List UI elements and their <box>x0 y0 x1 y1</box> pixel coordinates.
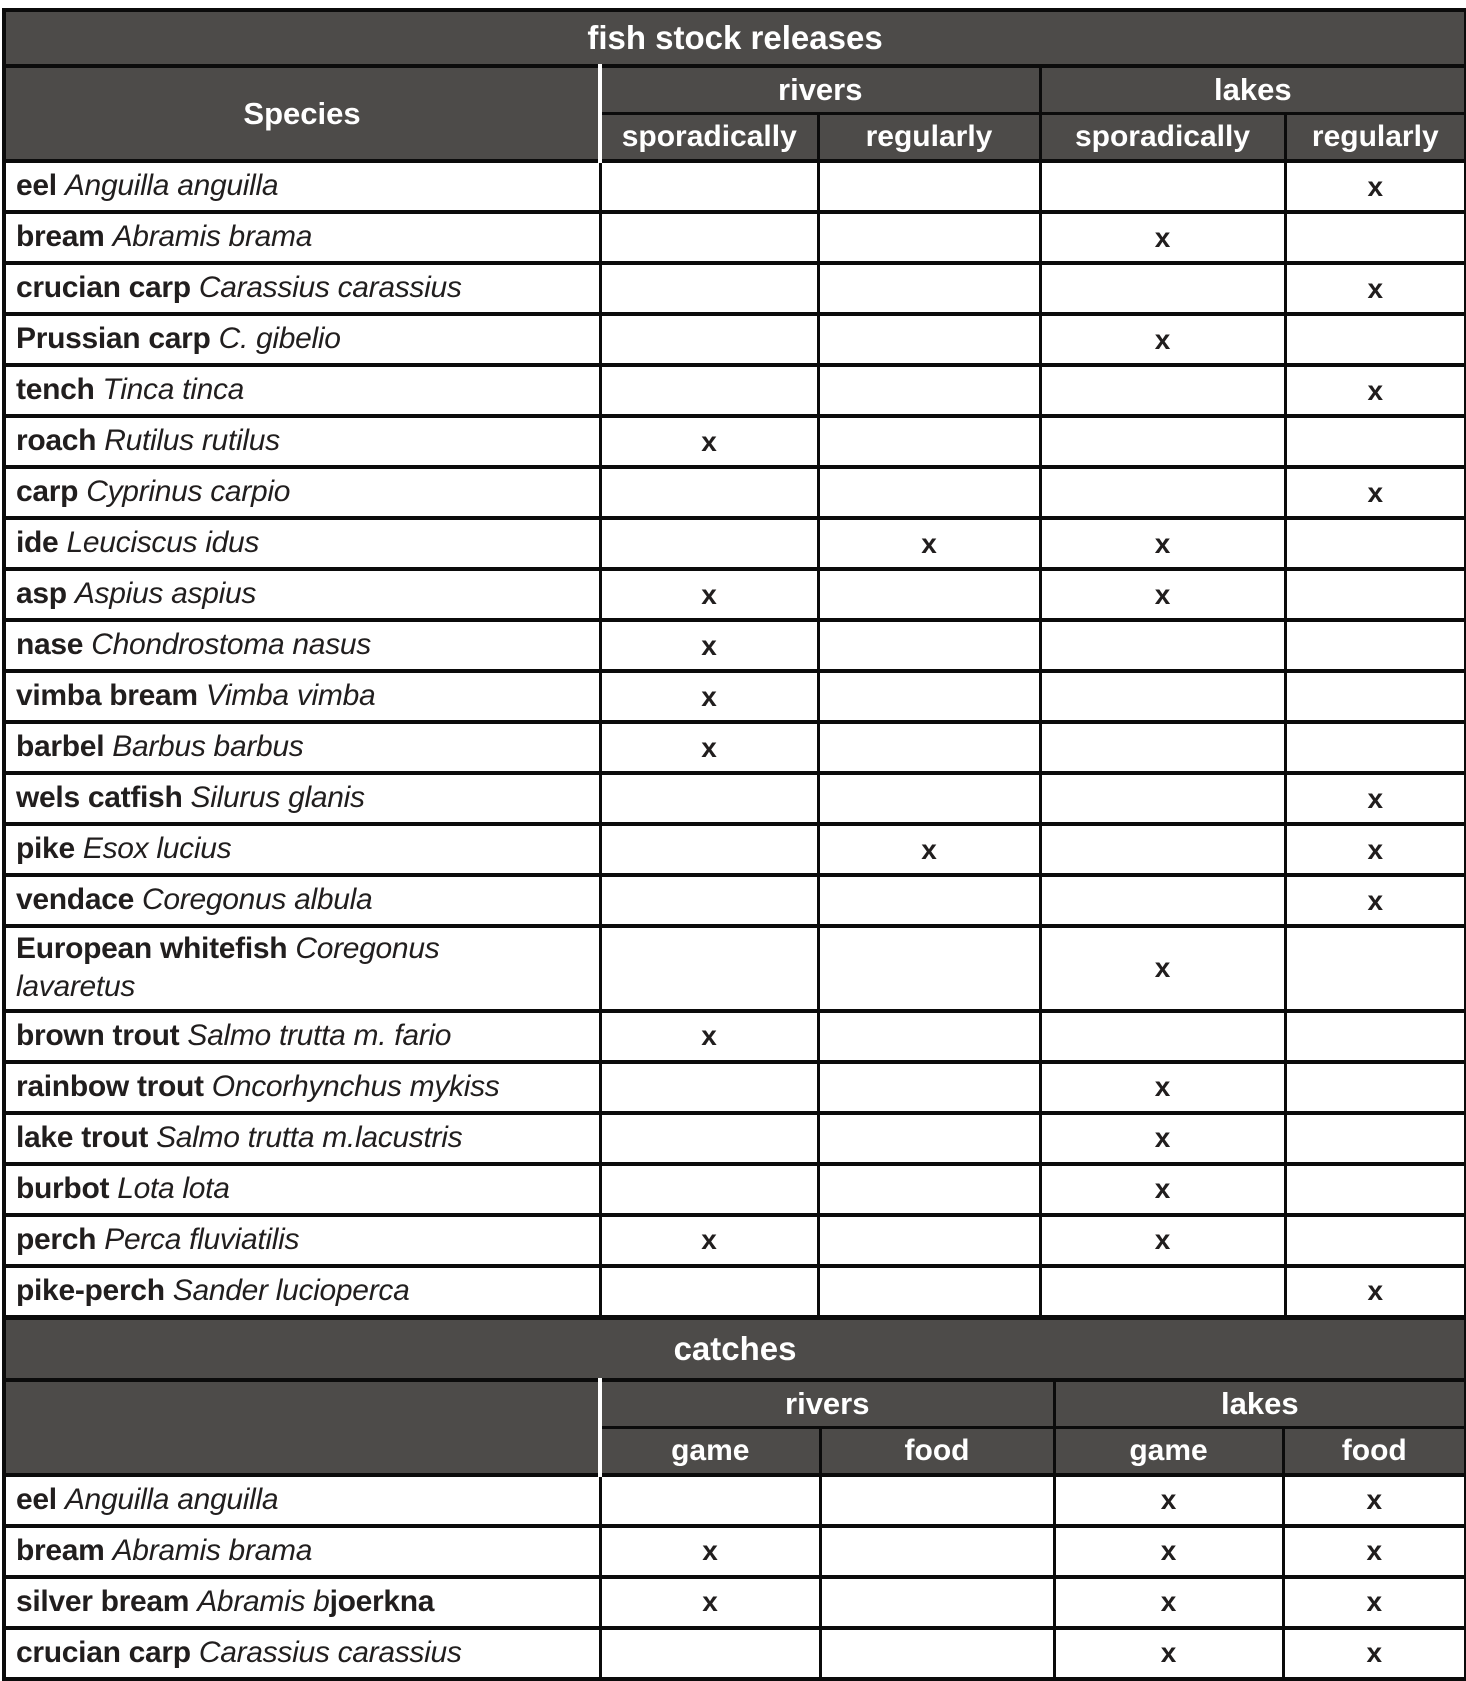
empty-cell <box>818 365 1040 416</box>
species-cell <box>4 722 600 773</box>
species-cell <box>4 1266 600 1317</box>
species-latin-name: Carassius carassius <box>198 1636 462 1670</box>
table-row <box>4 875 1466 926</box>
empty-cell <box>600 161 818 212</box>
species-latin-name: Abramis brama <box>112 1534 313 1568</box>
mark-cell: x <box>1285 467 1466 518</box>
table-row <box>4 1164 1466 1215</box>
species-latin-name: Oncorhynchus mykiss <box>211 1070 500 1104</box>
empty-cell <box>1285 314 1466 365</box>
species-latin-name: Silurus glanis <box>190 781 365 815</box>
mark-cell: x <box>1040 1113 1285 1164</box>
species-latin-name: Sander lucioperca <box>172 1274 410 1308</box>
species-latin-name: Carassius carassius <box>198 271 462 305</box>
species-common-name: roach <box>16 424 105 458</box>
species-common-name: rainbow trout <box>16 1070 212 1104</box>
sub-header-rivers-sporadically: sporadically <box>600 114 818 162</box>
table-row <box>4 416 1466 467</box>
sub-header-lakes-sporadically: sporadically <box>1040 114 1285 162</box>
empty-cell <box>600 518 818 569</box>
empty-cell <box>600 314 818 365</box>
empty-cell <box>1040 875 1285 926</box>
empty-cell <box>1285 1113 1466 1164</box>
empty-cell <box>1285 722 1466 773</box>
species-common-name: burbot <box>16 1172 118 1206</box>
species-latin-name: Perca fluviatilis <box>104 1223 300 1257</box>
empty-cell <box>818 1062 1040 1113</box>
species-latin-name: Salmo trutta m. fario <box>187 1019 452 1053</box>
empty-cell <box>1040 722 1285 773</box>
species-common-name: pike-perch <box>16 1274 173 1308</box>
mark-cell: x <box>600 416 818 467</box>
empty-cell <box>600 773 818 824</box>
sub-header-rivers-regularly: regularly <box>818 114 1040 162</box>
empty-cell <box>1285 569 1466 620</box>
empty-cell <box>1040 620 1285 671</box>
group-header-row <box>4 1380 1466 1428</box>
empty-cell <box>1285 416 1466 467</box>
sub-header-rivers-game: game <box>600 1427 820 1475</box>
empty-cell <box>818 1215 1040 1266</box>
empty-cell <box>818 467 1040 518</box>
empty-cell <box>818 161 1040 212</box>
mark-cell: x <box>1283 1475 1466 1526</box>
species-common-name: vimba bream <box>16 679 206 713</box>
empty-cell <box>600 926 818 1011</box>
mark-cell: x <box>1040 1215 1285 1266</box>
mark-cell: x <box>1040 569 1285 620</box>
empty-cell <box>1040 773 1285 824</box>
mark-cell: x <box>600 671 818 722</box>
empty-cell <box>818 926 1040 1011</box>
table-row <box>4 161 1466 212</box>
table-row <box>4 1266 1466 1317</box>
table-row <box>4 1011 1466 1062</box>
species-latin-name: Chondrostoma nasus <box>91 628 371 662</box>
species-cell <box>4 620 600 671</box>
empty-cell <box>600 263 818 314</box>
empty-cell <box>1285 1215 1466 1266</box>
empty-cell <box>1040 416 1285 467</box>
empty-cell <box>820 1628 1054 1679</box>
species-common-name: silver bream <box>16 1585 198 1619</box>
empty-cell <box>818 722 1040 773</box>
species-common-name: crucian carp <box>16 271 199 305</box>
mark-cell: x <box>1054 1526 1283 1577</box>
table-row <box>4 773 1466 824</box>
empty-cell <box>820 1577 1054 1628</box>
mark-cell: x <box>1040 926 1285 1011</box>
mark-cell: x <box>1285 773 1466 824</box>
mark-cell: x <box>1040 1062 1285 1113</box>
species-cell <box>4 263 600 314</box>
empty-cell <box>600 1628 820 1679</box>
empty-cell <box>818 1266 1040 1317</box>
species-cell <box>4 824 600 875</box>
sub-header-lakes-regularly: regularly <box>1285 114 1466 162</box>
species-common-name: nase <box>16 628 92 662</box>
mark-cell: x <box>1054 1628 1283 1679</box>
empty-cell <box>1040 263 1285 314</box>
species-cell <box>4 314 600 365</box>
species-cell <box>4 1628 600 1679</box>
table-title-row <box>4 10 1466 66</box>
species-latin-name: Anguilla anguilla <box>64 1483 279 1517</box>
sub-header-lakes-game: game <box>1054 1427 1283 1475</box>
mark-cell: x <box>1040 314 1285 365</box>
mark-cell: x <box>600 569 818 620</box>
empty-cell <box>818 416 1040 467</box>
empty-cell <box>600 1475 820 1526</box>
species-latin-name: Abramis b <box>197 1585 330 1619</box>
species-latin-name: Anguilla anguilla <box>64 169 279 203</box>
mark-cell: x <box>1283 1577 1466 1628</box>
species-common-name: wels catfish <box>16 781 191 815</box>
species-latin-name: Vimba vimba <box>205 679 376 713</box>
species-common-name: ide <box>16 526 67 560</box>
species-common-name: barbel <box>16 730 113 764</box>
species-cell <box>4 416 600 467</box>
species-latin-bold-tail: joerkna <box>329 1585 435 1619</box>
empty-cell <box>818 773 1040 824</box>
mark-cell: x <box>1285 161 1466 212</box>
empty-cell <box>1040 671 1285 722</box>
table-row <box>4 1475 1466 1526</box>
empty-cell <box>818 620 1040 671</box>
species-latin-name: Salmo trutta m.lacustris <box>156 1121 463 1155</box>
mark-cell: x <box>600 1215 818 1266</box>
empty-cell <box>1285 212 1466 263</box>
species-cell <box>4 1577 600 1628</box>
species-common-name: Prussian carp <box>16 322 219 356</box>
empty-cell <box>600 1062 818 1113</box>
empty-cell <box>818 671 1040 722</box>
species-latin-name: Aspius aspius <box>74 577 257 611</box>
species-cell <box>4 875 600 926</box>
species-cell <box>4 365 600 416</box>
species-common-name: brown trout <box>16 1019 188 1053</box>
empty-cell <box>820 1475 1054 1526</box>
empty-cell <box>1040 365 1285 416</box>
table-title: catches <box>4 1318 1466 1380</box>
empty-cell <box>1040 824 1285 875</box>
mark-cell: x <box>1285 824 1466 875</box>
empty-cell <box>1285 926 1466 1011</box>
species-latin-name: Lota lota <box>117 1172 230 1206</box>
species-cell <box>4 1526 600 1577</box>
empty-cell <box>818 263 1040 314</box>
species-header: Species <box>4 66 600 161</box>
empty-cell <box>600 875 818 926</box>
group-header-lakes: lakes <box>1040 66 1466 114</box>
mark-cell: x <box>600 1011 818 1062</box>
species-latin-name: Rutilus rutilus <box>104 424 280 458</box>
mark-cell: x <box>1283 1628 1466 1679</box>
species-common-name: tench <box>16 373 103 407</box>
species-common-name: eel <box>16 1483 65 1517</box>
species-cell <box>4 1164 600 1215</box>
group-header-rivers: rivers <box>600 66 1040 114</box>
table-row <box>4 824 1466 875</box>
empty-cell <box>818 1113 1040 1164</box>
species-cell <box>4 467 600 518</box>
mark-cell: x <box>1285 365 1466 416</box>
empty-cell <box>820 1526 1054 1577</box>
species-cell <box>4 1062 600 1113</box>
empty-cell <box>1040 1266 1285 1317</box>
fish-stock-releases-body <box>4 161 1466 1317</box>
mark-cell: x <box>1285 1266 1466 1317</box>
empty-cell <box>818 212 1040 263</box>
empty-cell <box>818 314 1040 365</box>
empty-cell <box>600 212 818 263</box>
species-latin-name: Coregonus albula <box>142 883 373 917</box>
mark-cell: x <box>600 1577 820 1628</box>
species-cell <box>4 1113 600 1164</box>
empty-cell <box>1285 620 1466 671</box>
empty-cell <box>1285 518 1466 569</box>
table-row <box>4 365 1466 416</box>
species-common-name: crucian carp <box>16 1636 199 1670</box>
catches-body <box>4 1475 1466 1679</box>
group-header-lakes: lakes <box>1054 1380 1466 1428</box>
species-latin-name: Abramis brama <box>112 220 313 254</box>
table-title: fish stock releases <box>4 10 1466 66</box>
mark-cell: x <box>818 518 1040 569</box>
empty-cell <box>818 875 1040 926</box>
species-cell <box>4 518 600 569</box>
species-latin-name: Barbus barbus <box>112 730 304 764</box>
mark-cell: x <box>1054 1475 1283 1526</box>
table-row <box>4 926 1466 1011</box>
empty-cell <box>818 1164 1040 1215</box>
species-latin-name: Cyprinus carpio <box>86 475 291 509</box>
species-cell <box>4 773 600 824</box>
table-row <box>4 671 1466 722</box>
table-title-row <box>4 1318 1466 1380</box>
table-row <box>4 620 1466 671</box>
table-row <box>4 1062 1466 1113</box>
species-cell <box>4 1011 600 1062</box>
empty-cell <box>1285 671 1466 722</box>
empty-cell <box>1285 1011 1466 1062</box>
mark-cell: x <box>1040 212 1285 263</box>
species-common-name: carp <box>16 475 87 509</box>
species-cell <box>4 161 600 212</box>
species-common-name: bream <box>16 220 113 254</box>
mark-cell: x <box>1040 518 1285 569</box>
table-row <box>4 1526 1466 1577</box>
empty-cell <box>1285 1062 1466 1113</box>
mark-cell: x <box>600 722 818 773</box>
table-row <box>4 263 1466 314</box>
fish-stock-releases-table <box>2 8 1466 1319</box>
species-cell <box>4 569 600 620</box>
species-cell <box>4 1475 600 1526</box>
table-row <box>4 467 1466 518</box>
species-latin-name: C. gibelio <box>218 322 341 356</box>
empty-cell <box>600 1113 818 1164</box>
empty-cell <box>600 1164 818 1215</box>
mark-cell: x <box>600 1526 820 1577</box>
mark-cell: x <box>600 620 818 671</box>
empty-cell <box>1285 1164 1466 1215</box>
empty-cell <box>600 365 818 416</box>
species-cell <box>4 671 600 722</box>
species-header-empty <box>4 1380 600 1475</box>
mark-cell: x <box>1054 1577 1283 1628</box>
empty-cell <box>600 1266 818 1317</box>
mark-cell: x <box>1285 875 1466 926</box>
species-common-name: European whitefish <box>16 932 296 965</box>
empty-cell <box>1040 467 1285 518</box>
table-row <box>4 314 1466 365</box>
table-row <box>4 1113 1466 1164</box>
mark-cell: x <box>1285 263 1466 314</box>
empty-cell <box>1040 161 1285 212</box>
species-cell <box>4 212 600 263</box>
sub-header-rivers-food: food <box>820 1427 1054 1475</box>
table-row <box>4 1577 1466 1628</box>
species-latin-name: Tinca tinca <box>102 373 245 407</box>
species-common-name: perch <box>16 1223 105 1257</box>
empty-cell <box>818 1011 1040 1062</box>
mark-cell: x <box>818 824 1040 875</box>
table-row <box>4 569 1466 620</box>
table-row <box>4 1215 1466 1266</box>
mark-cell: x <box>1283 1526 1466 1577</box>
mark-cell: x <box>1040 1164 1285 1215</box>
species-common-name: pike <box>16 832 83 866</box>
species-latin-name: Leuciscus idus <box>66 526 260 560</box>
catches-table <box>2 1316 1466 1681</box>
species-common-name: lake trout <box>16 1121 157 1155</box>
empty-cell <box>600 467 818 518</box>
table-row <box>4 212 1466 263</box>
group-header-row <box>4 66 1466 114</box>
species-common-name: eel <box>16 169 65 203</box>
species-latin-name: Coregonus lavaretus <box>16 932 440 1004</box>
species-common-name: asp <box>16 577 75 611</box>
species-common-name: vendace <box>16 883 143 917</box>
empty-cell <box>600 824 818 875</box>
empty-cell <box>818 569 1040 620</box>
table-row <box>4 518 1466 569</box>
table-row <box>4 722 1466 773</box>
empty-cell <box>1040 1011 1285 1062</box>
species-latin-name: Esox lucius <box>82 832 232 866</box>
table-row <box>4 1628 1466 1679</box>
species-cell <box>4 926 600 1011</box>
group-header-rivers: rivers <box>600 1380 1054 1428</box>
sub-header-lakes-food: food <box>1283 1427 1466 1475</box>
species-cell <box>4 1215 600 1266</box>
species-common-name: bream <box>16 1534 113 1568</box>
